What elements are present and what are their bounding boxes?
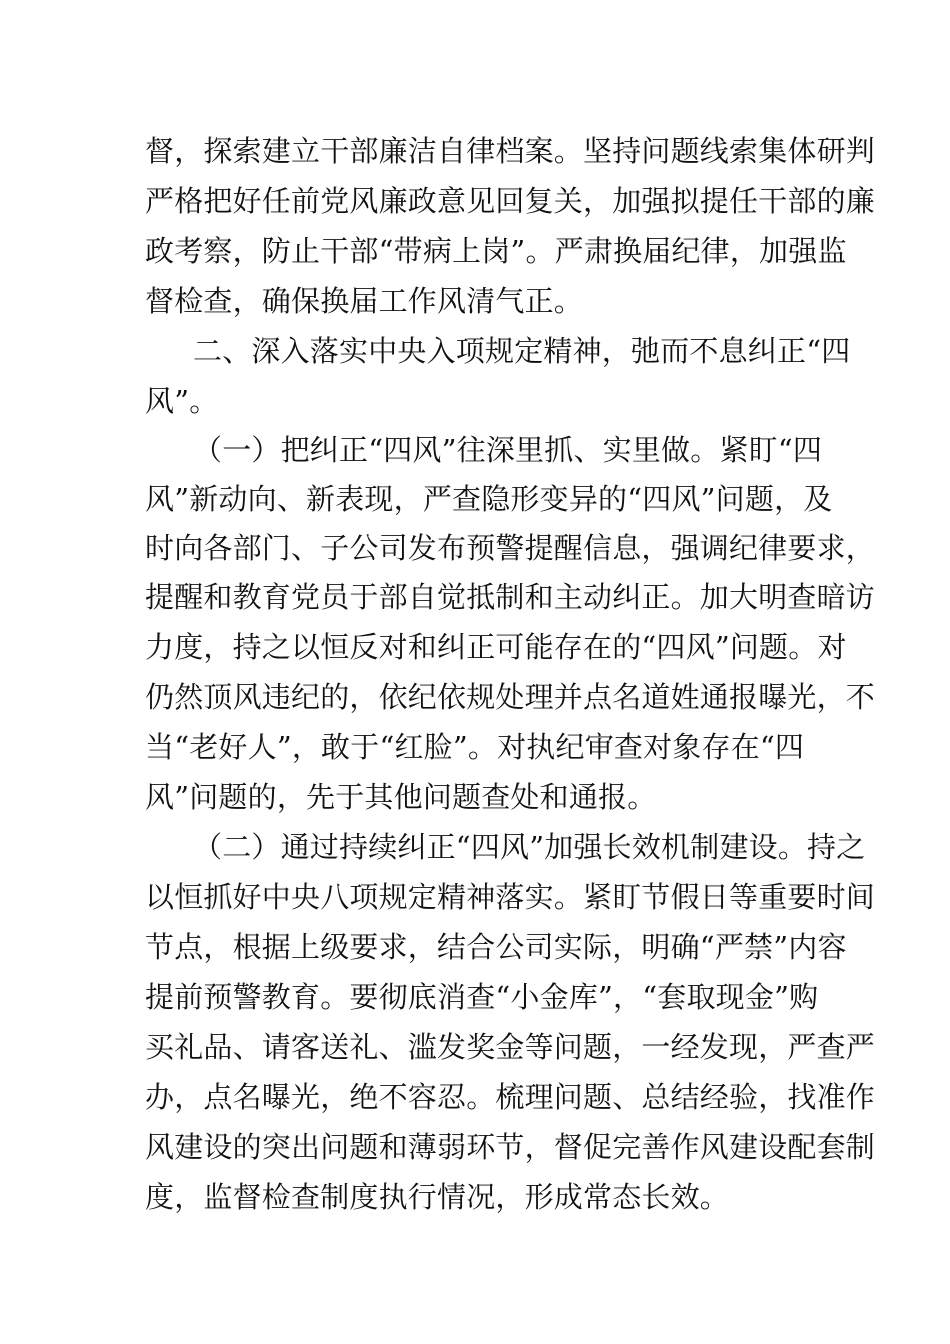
subsection-first-line: （一）把纠正“四风”往深里抓、实里做。紧盯“四 xyxy=(193,433,823,467)
text-line: 风”新动向、新表现，严查隐形变异的“四风”问题，及 xyxy=(145,482,833,516)
text-line: 提前预警教育。要彻底消查“小金库”，“套取现金”购 xyxy=(145,980,819,1014)
text-line: 督，探索建立干部廉洁自律档案。坚持问题线索集体研判 xyxy=(145,134,876,168)
text-line: 督检查，确保换届工作风清气正。 xyxy=(145,284,584,318)
text-line: 当“老好人”，敢于“红脸”。对执纪审查对象存在“四 xyxy=(145,730,805,764)
text-line: 节点，根据上级要求，结合公司实际，明确“严禁”内容 xyxy=(145,930,847,964)
text-line: 办，点名曝光，绝不容忍。梳理问题、总结经验，找准作 xyxy=(145,1080,876,1114)
text-line: 仍然顶风违纪的，依纪依规处理并点名道姓通报曝光，不 xyxy=(145,680,876,714)
text-line: 风建设的突出问题和薄弱环节，督促完善作风建设配套制 xyxy=(145,1130,876,1164)
text-line: 严格把好任前党风廉政意见回复关，加强拟提任干部的廉 xyxy=(145,184,876,218)
text-line: 买礼品、请客送礼、滥发奖金等问题，一经发现，严查严 xyxy=(145,1030,876,1064)
text-line: 度，监督检查制度执行情况，形成常态长效。 xyxy=(145,1180,730,1214)
section-heading-line: 风”。 xyxy=(145,384,219,418)
text-line: 时向各部门、子公司发布预警提醒信息，强调纪律要求， xyxy=(145,531,876,565)
text-line: 提醒和教育党员于部自觉抵制和主动纠正。加大明查暗访 xyxy=(145,580,876,614)
text-line: 以恒抓好中央八项规定精神落实。紧盯节假日等重要时间 xyxy=(145,880,876,914)
subsection-first-line: （二）通过持续纠正“四风”加强长效机制建设。持之 xyxy=(193,830,866,864)
section-heading-line: 二、深入落实中央入项规定精神，弛而不息纠正“四 xyxy=(193,334,851,368)
text-line: 力度，持之以恒反对和纠正可能存在的“四风”问题。对 xyxy=(145,630,847,664)
text-line: 政考察，防止干部“带病上岗”。严肃换届纪律，加强监 xyxy=(145,234,847,268)
text-line: 风”问题的，先于其他问题查处和通报。 xyxy=(145,780,657,814)
